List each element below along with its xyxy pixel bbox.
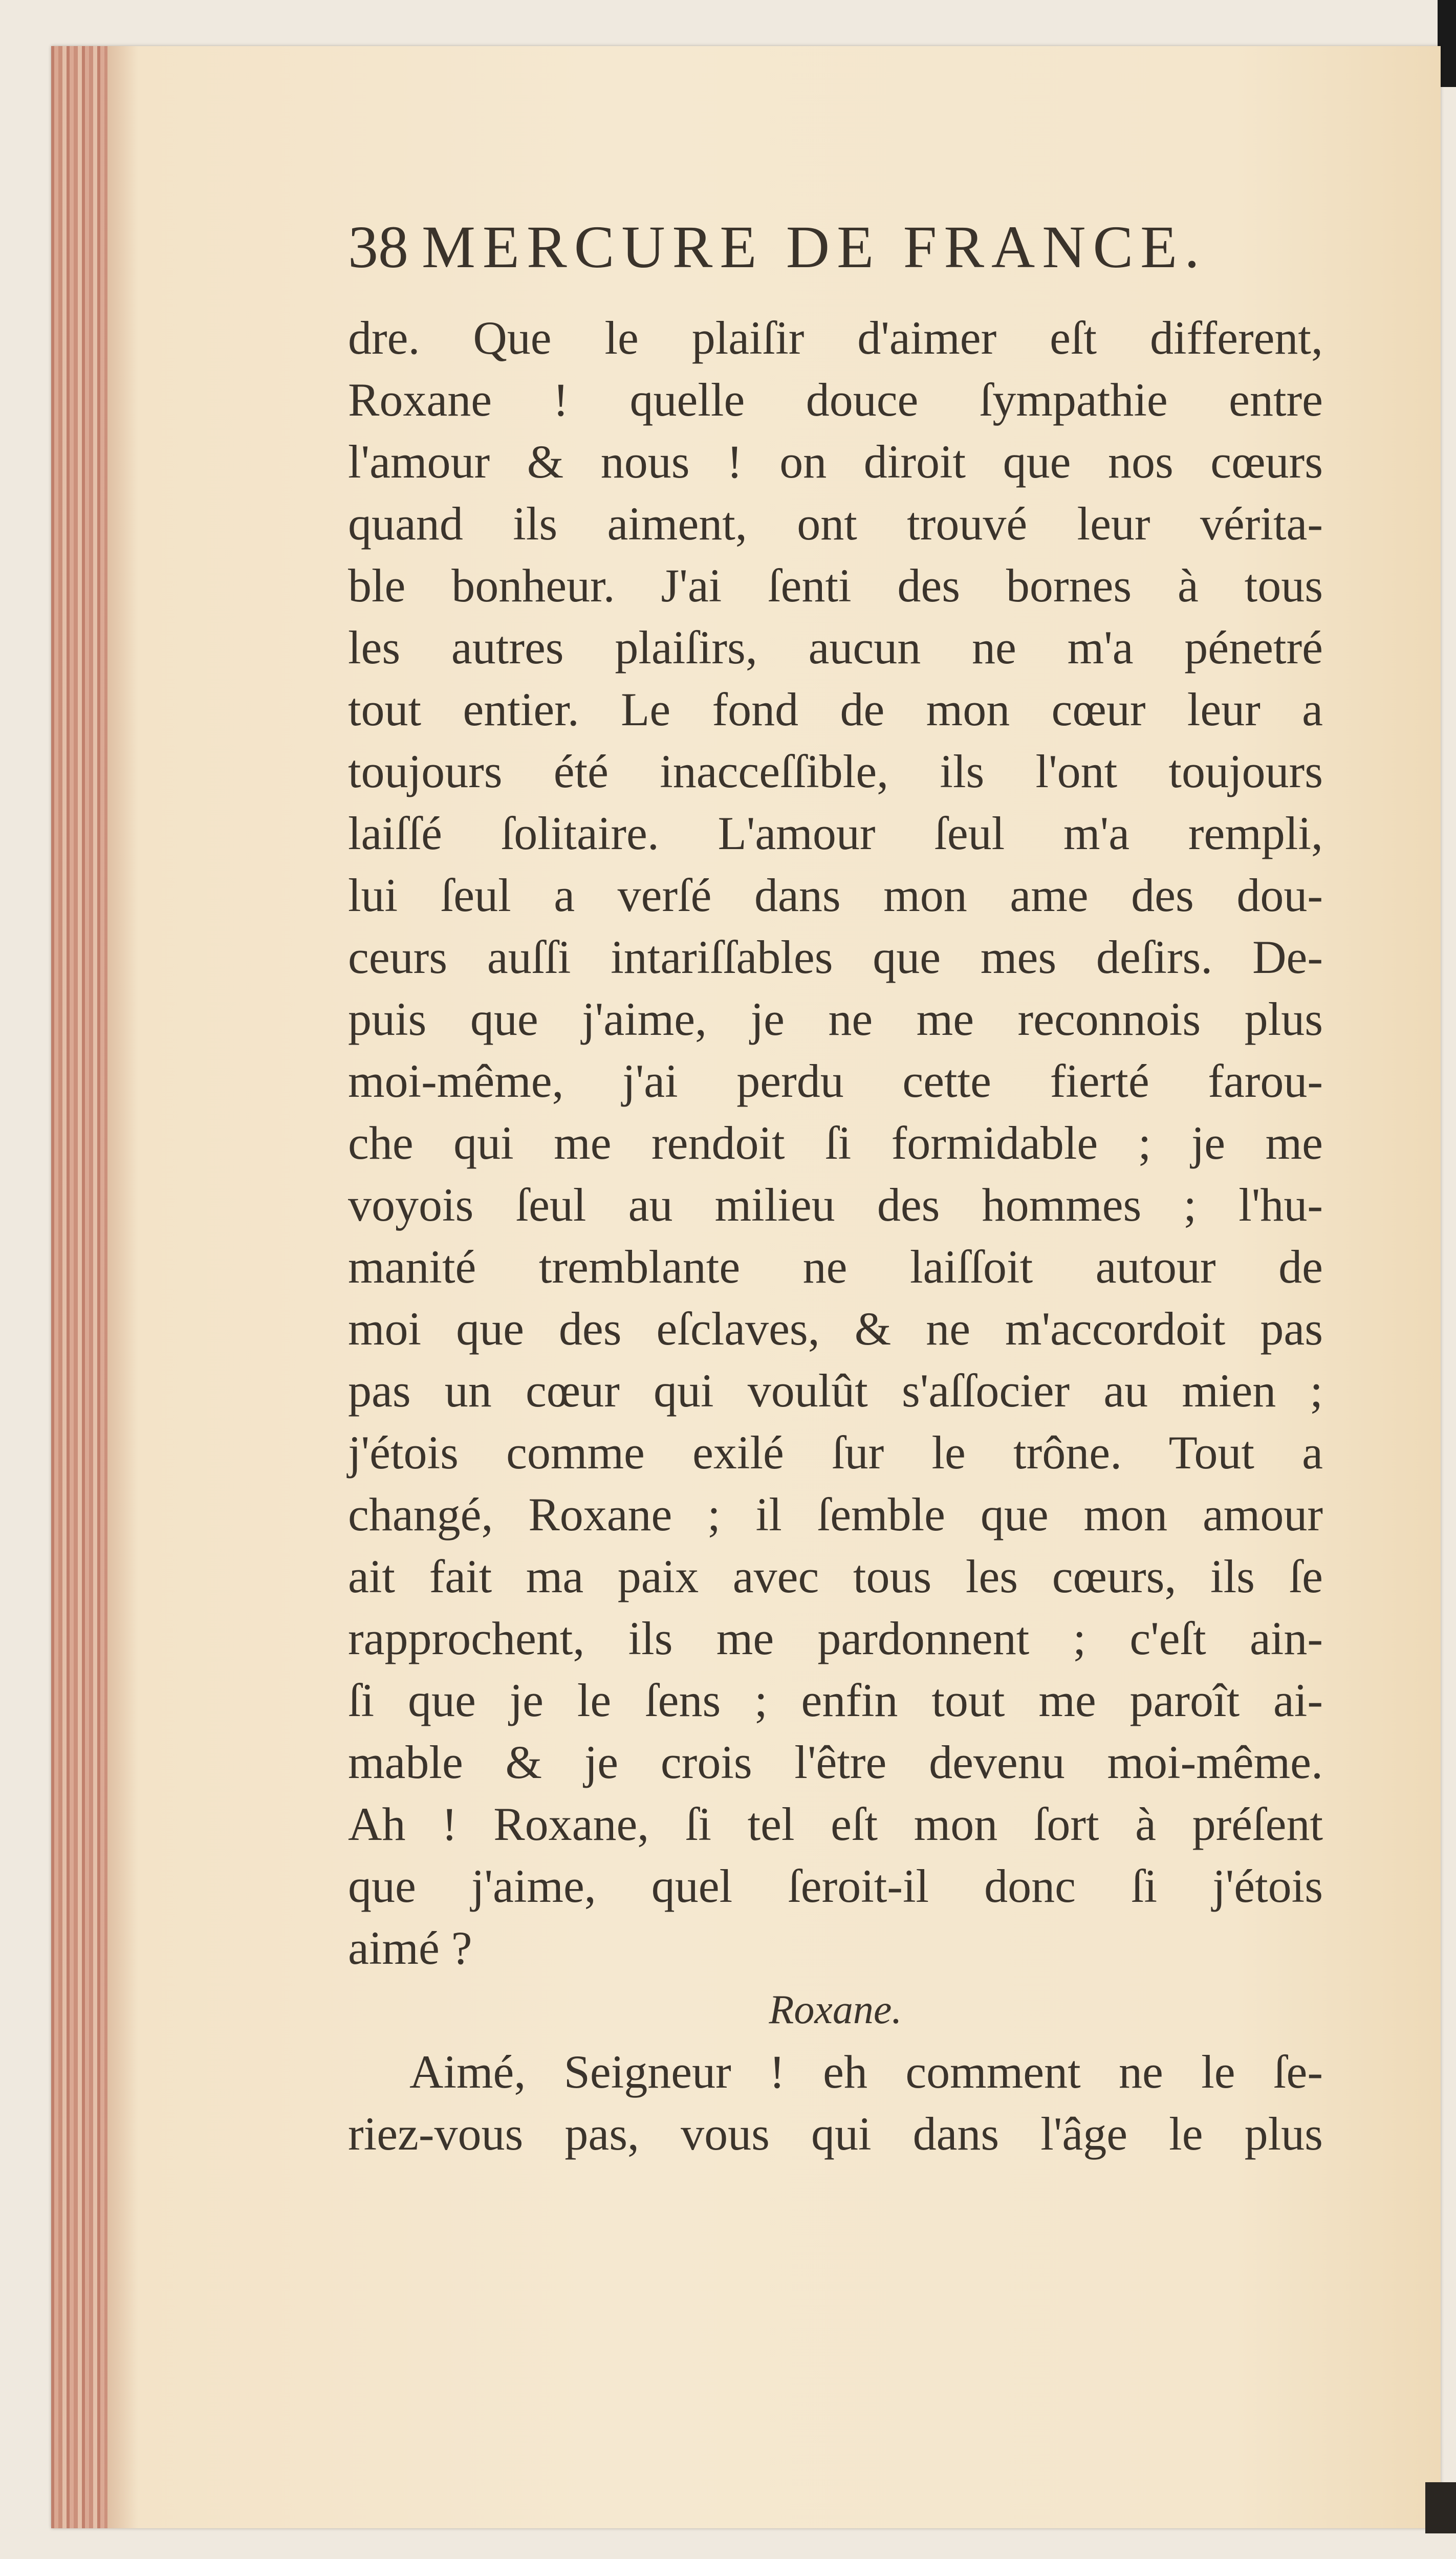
text-line: aimé ? — [348, 1922, 472, 1974]
page-number: 38 — [348, 213, 408, 280]
text-line: lui ſeul a verſé dans mon ame des dou- — [348, 869, 1323, 921]
text-line: ceurs auſſi intariſſables que mes deſirs. De- — [348, 931, 1323, 983]
text-line: moi-même, j'ai perdu cette fierté farou- — [348, 1055, 1323, 1107]
text-line: ait fait ma paix avec tous les cœurs, ils ſe — [348, 1550, 1323, 1602]
text-line: riez-vous pas, vous qui dans l'âge le plus — [348, 2108, 1323, 2160]
text-line: les autres plaiſirs, aucun ne m'a pénetré — [348, 621, 1323, 674]
text-line: ſi que je le ſens ; enfin tout me paroît ai- — [348, 1674, 1323, 1726]
text-line: moi que des eſclaves, & ne m'accordoit pas — [348, 1303, 1323, 1355]
text-line: Ah ! Roxane, ſi tel eſt mon ſort à préſent — [348, 1798, 1323, 1850]
text-line: Roxane ! quelle douce ſympathie entre — [348, 374, 1323, 426]
text-line: puis que j'aime, je ne me reconnois plus — [348, 993, 1323, 1045]
text-line: Aimé, Seigneur ! eh comment ne le ſe- — [409, 2046, 1323, 2098]
running-title: MERCURE DE FRANCE. — [422, 213, 1207, 280]
text-line: manité tremblante ne laiſſoit autour de — [348, 1241, 1323, 1293]
text-line: tout entier. Le fond de mon cœur leur a — [348, 683, 1323, 735]
text-line: l'amour & nous ! on diroit que nos cœurs — [348, 436, 1323, 488]
text-line: que j'aime, quel ſeroit-il donc ſi j'étois — [348, 1860, 1323, 1912]
body-text — [348, 307, 1323, 2165]
text-line: toujours été inacceſſible, ils l'ont toujours — [348, 745, 1323, 797]
text-line: quand ils aiment, ont trouvé leur vérita- — [348, 497, 1323, 550]
text-line: che qui me rendoit ſi formidable ; je me — [348, 1117, 1323, 1169]
text-line: j'étois comme exilé ſur le trône. Tout a — [348, 1426, 1323, 1479]
scan-edge-dark — [1425, 2482, 1456, 2533]
text-line: changé, Roxane ; il ſemble que mon amour — [348, 1488, 1323, 1541]
text-line: voyois ſeul au milieu des hommes ; l'hu- — [348, 1179, 1323, 1231]
text-line: laiſſé ſolitaire. L'amour ſeul m'a rempli, — [348, 807, 1323, 859]
page-binding-edge — [51, 46, 107, 2528]
running-header — [348, 212, 1320, 282]
text-line: mable & je crois l'être devenu moi-même. — [348, 1736, 1323, 1788]
text-line: dre. Que le plaiſir d'aimer eſt different, — [348, 312, 1323, 364]
gutter-shadow — [107, 46, 138, 2528]
text-line: pas un cœur qui voulût s'aſſocier au mien ; — [348, 1364, 1323, 1417]
text-line: rapprochent, ils me pardonnent ; c'eſt ain- — [348, 1612, 1323, 1664]
speaker-name: Roxane. — [769, 1987, 902, 2032]
text-line: ble bonheur. J'ai ſenti des bornes à tous — [348, 559, 1323, 612]
